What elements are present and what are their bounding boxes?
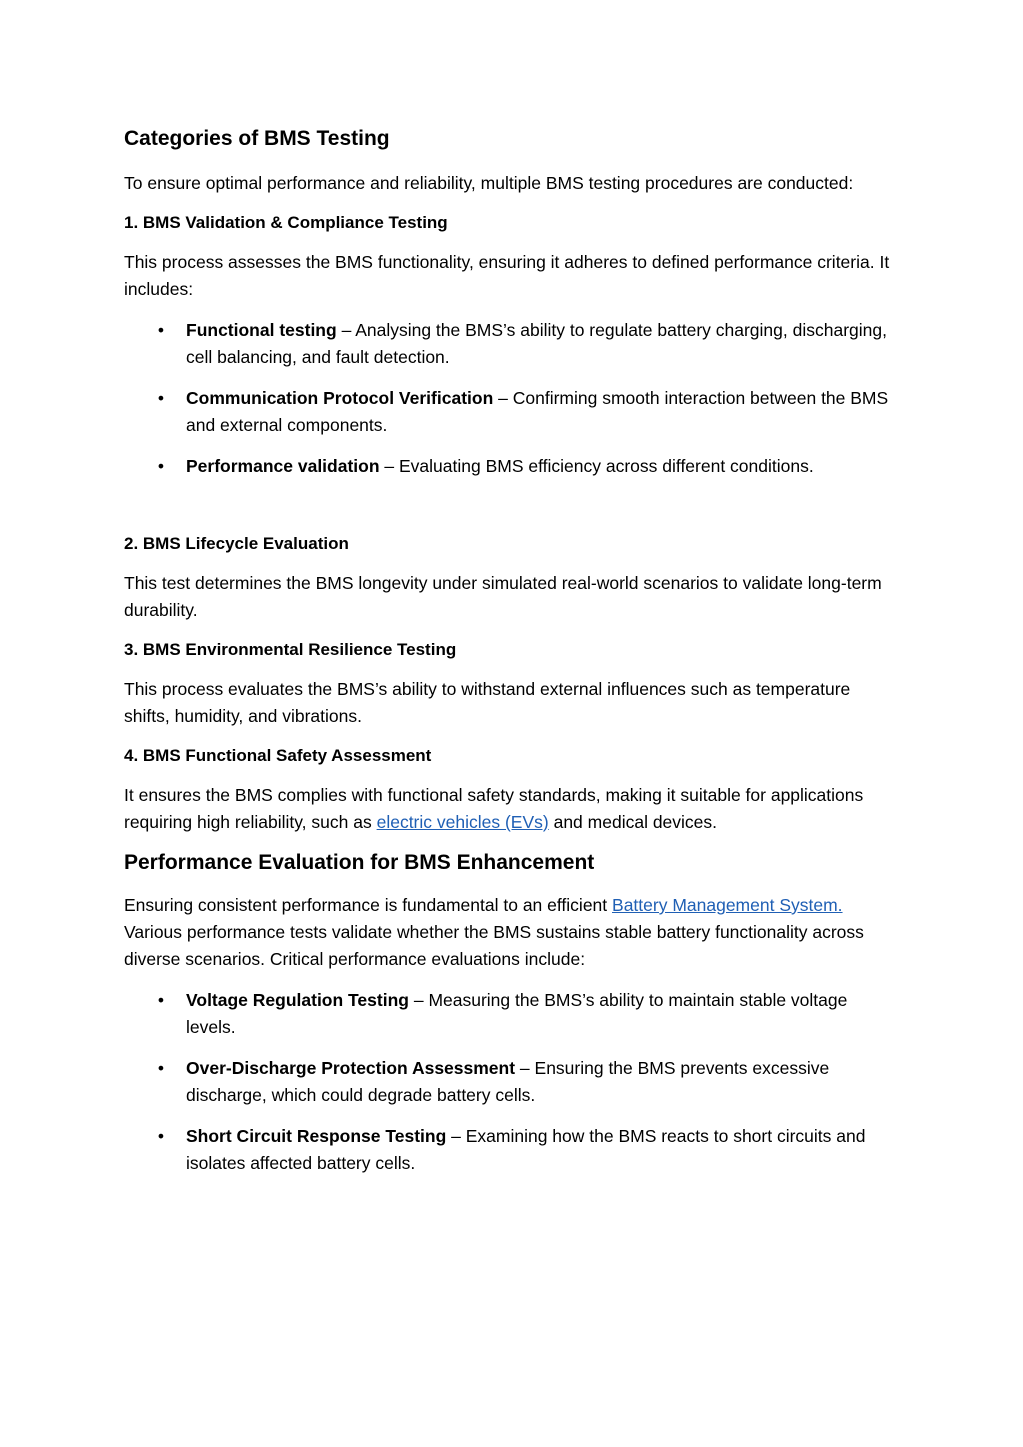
environmental-paragraph: This process evaluates the BMS’s ability to withstand external influences such as temperature shifts, humidity, and vibrations. — [124, 679, 851, 726]
document-page — [124, 124, 899, 1177]
list-item — [124, 1055, 899, 1109]
safety-text-after: and medical devices. — [548, 812, 718, 832]
bullet-icon: • — [157, 1126, 165, 1146]
intro-paragraph: To ensure optimal performance and reliability, multiple BMS testing procedures are conducted: — [124, 173, 854, 193]
list-item-term: Communication Protocol Verification — [186, 388, 494, 408]
list-item — [124, 453, 899, 480]
list-item — [124, 385, 899, 439]
list-item-term: Performance validation — [186, 456, 380, 476]
subheading-environmental: 3. BMS Environmental Resilience Testing — [124, 640, 457, 659]
performance-text-before: Ensuring consistent performance is fundamental to an efficient — [124, 895, 613, 915]
section-heading-performance: Performance Evaluation for BMS Enhancement — [124, 851, 595, 874]
ev-link[interactable]: electric vehicles (EVs) — [376, 812, 549, 832]
list-item-term: Functional testing — [186, 320, 337, 340]
list-item-term: Voltage Regulation Testing — [186, 990, 409, 1010]
bullet-icon: • — [157, 456, 165, 476]
bms-link[interactable]: Battery Management System. — [612, 895, 843, 915]
subheading-validation: 1. BMS Validation & Compliance Testing — [124, 213, 448, 232]
lifecycle-paragraph: This test determines the BMS longevity under simulated real-world scenarios to validate long-term durability. — [124, 573, 882, 620]
list-item-desc: – Evaluating BMS efficiency across different conditions. — [379, 456, 814, 476]
list-item-desc: – Examining how the BMS reacts to short circuits and isolates affected battery cells. — [186, 1126, 866, 1173]
list-item — [124, 1123, 899, 1177]
validation-list — [124, 317, 899, 480]
bullet-icon: • — [157, 320, 165, 340]
list-item-term: Short Circuit Response Testing — [186, 1126, 447, 1146]
list-item — [124, 317, 899, 371]
validation-paragraph: This process assesses the BMS functionality, ensuring it adheres to defined performance criteria. It includes: — [124, 252, 890, 299]
performance-paragraph — [124, 892, 899, 973]
performance-list — [124, 987, 899, 1177]
bullet-icon: • — [157, 990, 165, 1010]
subheading-lifecycle: 2. BMS Lifecycle Evaluation — [124, 534, 349, 553]
list-item — [124, 987, 899, 1041]
list-item-term: Over-Discharge Protection Assessment — [186, 1058, 516, 1078]
section-heading-categories: Categories of BMS Testing — [124, 127, 390, 150]
safety-text-before: It ensures the BMS complies with functional safety standards, making it suitable for applications requiring high reliability, such as — [124, 785, 864, 832]
performance-text-after: Various performance tests validate whether the BMS sustains stable battery functionality across diverse scenarios. Critical performance evaluations include: — [124, 922, 864, 969]
list-item-desc: – Analysing the BMS’s ability to regulate battery charging, discharging, cell balancing, and fault detection. — [186, 320, 887, 367]
bullet-icon: • — [157, 1058, 165, 1078]
subheading-safety: 4. BMS Functional Safety Assessment — [124, 746, 432, 765]
safety-paragraph — [124, 782, 899, 836]
list-item-desc: – Measuring the BMS’s ability to maintain stable voltage levels. — [186, 990, 848, 1037]
bullet-icon: • — [157, 388, 165, 408]
list-item-desc: – Confirming smooth interaction between the BMS and external components. — [186, 388, 889, 435]
list-item-desc: – Ensuring the BMS prevents excessive discharge, which could degrade battery cells. — [186, 1058, 830, 1105]
